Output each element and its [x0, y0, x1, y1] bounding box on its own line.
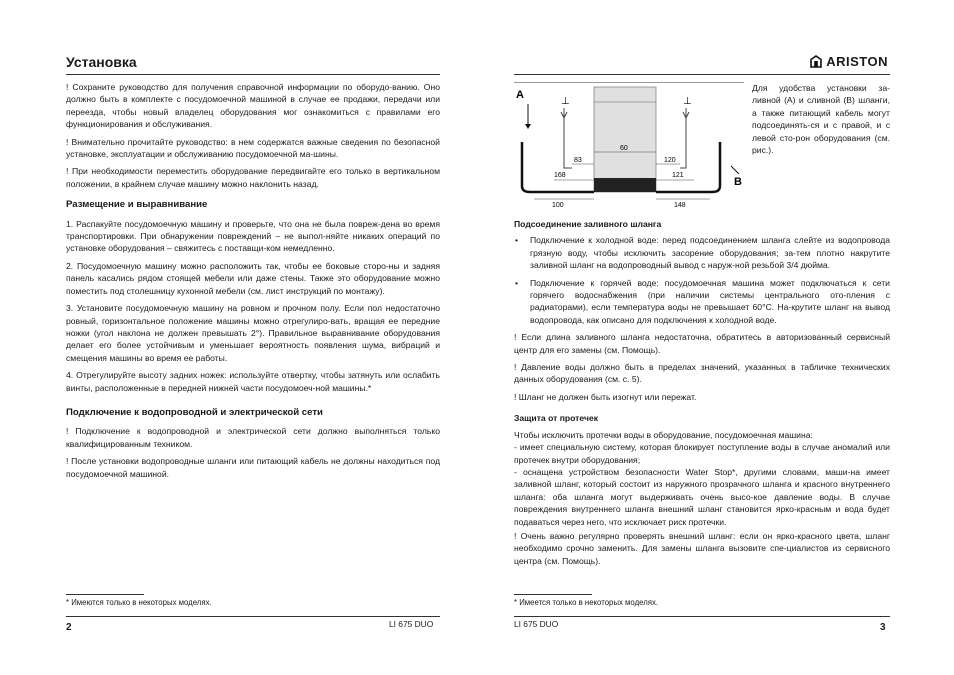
left-column [66, 81, 440, 485]
note-paragraph: ! Очень важно регулярно проверять внешний шланг: если он ярко-красного цвета, шланг необходимо срочно заменить. Для замены шланга вызовите спе-циалистов из сервисного центра (см. Помощь). [514, 530, 890, 566]
footnote: * Имеется только в некоторых моделях. [514, 598, 659, 607]
footer-rule-right [514, 616, 890, 617]
section-heading: Подсоединение заливного шланга [514, 219, 662, 229]
step-paragraph: 3. Установите посудомоечную машину на ровном и прочном полу. Если пол недостаточно ровный, горизонтальное положение машины можно отрегулиро-вать, вращая ее передние ножки (угол наклона не должен превышать 2°). Правильное выравнивание оборудования делает его более устойчивым и уменьшает вероятность появления шума, вибраций и смещения машины во время ее работы. [66, 303, 440, 363]
list-item: • Подключение к горячей воде: посудомоечная машина может подключаться к сети горячего водоснабжения (при наличии системы центрального ото-пления с радиаторами), если температура воды не превышает 60°С. На-крутите шланг на вывод водопровода, как описано для подключения к холодной воде. [514, 277, 890, 327]
figure-caption: Для удобства установки за-ливной (А) и сливной (В) шланги, а также питающий кабель могут подсоединять-ся и с правой, и с левой сто-рон оборудования (см. рис.). [752, 83, 890, 156]
footnote-rule [66, 594, 144, 595]
note-paragraph: ! Шланг не должен быть изогнут или пережат. [514, 391, 697, 402]
brand-logo [810, 54, 888, 69]
installation-figure [514, 82, 744, 208]
model-name: LI 675 DUO [514, 619, 559, 629]
label-a: A [516, 89, 524, 101]
dimension-label: 148 [674, 202, 686, 208]
step-paragraph: 1. Распакуйте посудомоечную машину и проверьте, что она не была повреж-дена во время транспортировки. При обнаружении повреждений – не выпол-няйте никаких операций по установке оборудования – свяжитесь с поставщи-ком немедленно. [66, 218, 440, 254]
right-column [514, 212, 890, 572]
header-rule-left [66, 74, 440, 75]
note-paragraph: ! Если длина заливного шланга недостаточна, обратитесь в авторизованный сервисный центр для его замены (см. Помощь). [514, 332, 890, 355]
page-title: Установка [66, 54, 137, 70]
note-paragraph: ! Давление воды должно быть в пределах значений, указанных в табличке технических данных оборудования (см. с. 5). [514, 362, 890, 385]
faucet-right-icon: ⊥ [683, 96, 692, 107]
ariston-logo-icon [810, 55, 822, 68]
footnote-rule [514, 594, 592, 595]
note-paragraph: ! Подключение к водопроводной и электрической сети должно выполняться только квалифицированным техником. [66, 426, 440, 449]
footnote: * Имеются только в некоторых моделях. [66, 598, 212, 607]
section-heading: Размещение и выравнивание [66, 199, 208, 211]
label-b: B [734, 176, 742, 188]
step-paragraph: 2. Посудомоечную машину можно расположить так, чтобы ее боковые сторо-ны и задняя панель касались рядом стоящей мебели или даже стены. Также это оборудование можно поместить под столешницу кухонной мебели (см. лист инструкций по монтажу). [66, 260, 440, 296]
dimension-label: 60 [620, 145, 628, 152]
dimension-label: 100 [552, 202, 564, 208]
body-paragraph: Чтобы исключить протечки воды в оборудование, посудомоечная машина: [514, 429, 813, 440]
bullet-list [514, 234, 890, 326]
footer-rule-left [66, 616, 440, 617]
dimension-label: 168 [554, 172, 566, 179]
header-rule-right [514, 74, 890, 75]
page-number: 2 [66, 622, 72, 633]
intro-paragraph: ! Сохраните руководство для получения справочной информации по оборудо-ванию. Оно должно быть в комплекте с посудомоечной машиной в случае ее продажи, передачи или переезда, чтобы новый владелец оборудования мог ознакомиться с правилами его функционирования и обслуживания. [66, 82, 440, 130]
note-paragraph: ! После установки водопроводные шланги или питающий кабель не должны находиться под посудомоечной машиной. [66, 456, 440, 479]
dimension-label: 83 [574, 157, 582, 164]
page-number: 3 [880, 622, 886, 633]
dimension-label: 120 [664, 157, 676, 164]
section-heading: Защита от протечек [514, 413, 599, 424]
brand-name: ARISTON [826, 54, 888, 69]
intro-paragraph: ! При необходимости переместить оборудование передвигайте его только в вертикальном положении, в крайнем случае машину можно наклонить назад. [66, 166, 440, 189]
list-item: • Подключение к холодной воде: перед подсоединением шланга слейте из водопровода грязную воду, чтобы исключить засорение оборудования; за-тем плотно накрутите заливной шланг на водопроводный вывод с наруж-ной резьбой 3/4 дюйма. [514, 234, 890, 271]
dimension-label: 121 [672, 172, 684, 179]
section-heading: Подключение к водопроводной и электрической сети [66, 406, 323, 418]
body-paragraph: - имеет специальную систему, которая блокирует поступление воды в случае аномалий или протечек внутри оборудования; [514, 442, 890, 465]
model-name: LI 675 DUO [389, 619, 434, 629]
faucet-left-icon: ⊥ [561, 96, 570, 107]
step-paragraph: 4. Отрегулируйте высоту задних ножек: используйте отвертку, чтобы затянуть или ослабить винты, расположенные в передней нижней части посудомоеч-ной машины.* [66, 370, 440, 393]
intro-paragraph: ! Внимательно прочитайте руководство: в нем содержатся важные сведения по безопасной установке, эксплуатации и обслуживанию посудомоечной ма-шины. [66, 136, 440, 160]
body-paragraph: - оснащена устройством безопасности Water Stop*, другими словами, маши-на имеет заливной шланг, который состоит из наружного прозрачного шланга и красного внутреннего шланга: оба шланга могут выдерживать очень высо-кое давление воды. В случае повреждения внутреннего шланга внешний шланг становится ярко-красным и вода будет подаваться через него, что исключает риск протечки. [514, 466, 890, 527]
